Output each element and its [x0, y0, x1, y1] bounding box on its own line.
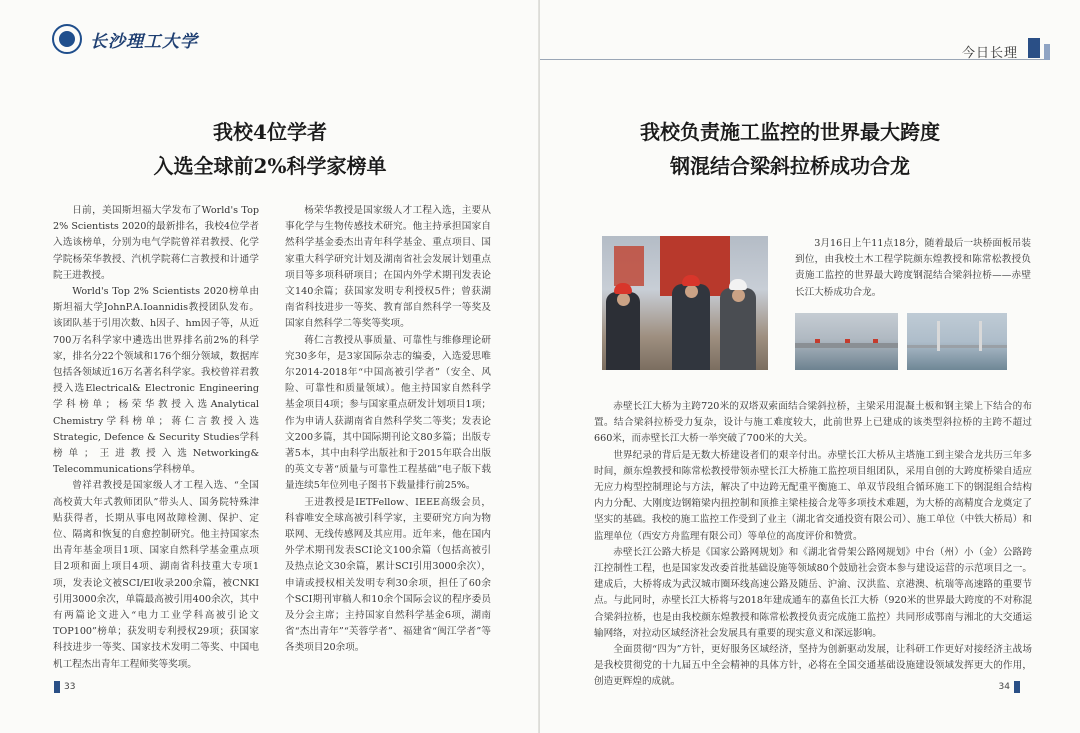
right-page	[540, 0, 1080, 733]
article-lead	[795, 236, 1031, 301]
section-mark-icon	[1028, 38, 1040, 58]
face	[732, 289, 745, 302]
paragraph: World's Top 2% Scientists 2020榜单由斯坦福大学JohnP.A.Ioannidis教授团队发布。该团队基于引用次数、h因子、hm因子等，从近700万名科学家中遴选出世界排名前2%的科学家，排名分22个领域和176个细分领域，数据库包括各领域近16万名著名科学家。我校曾祥君教授入选Electrical& Electronic Engineering学科榜单；杨荣华教授入选Analytical Chemistry学科榜单；蒋仁言教授入选Strategic, Defence & Security Studies学科榜单；王进教授入选Networking& Telecommunications学科榜单。	[53, 286, 259, 476]
folio-mark-icon	[1014, 681, 1020, 693]
hard-hat-icon	[682, 275, 700, 286]
left-title-line1: 我校4位学者	[213, 120, 327, 144]
bridge-deck	[795, 343, 898, 348]
university-seal-icon	[52, 24, 82, 54]
section-mark-accent-icon	[1044, 44, 1050, 60]
lead-paragraph: 3月16日上午11点18分，随着最后一块桥面板吊装到位，由我校土木工程学院颜东煌教授和陈常松教授负责施工监控的世界最大跨度钢混结合梁斜拉桥——赤壁长江大桥成功合龙。	[795, 238, 1031, 298]
paragraph: 世界纪录的背后是无数大桥建设者们的艰辛付出。赤壁长江大桥从主塔施工到主梁合龙共历三年多时间，颜东煌教授和陈常松教授带领赤壁长江大桥施工监控项目组团队，采用自创的大跨度桥梁自适应无应力构型控制理论与方法，解决了中边跨无配重平衡施工、单双节段组合循环施工下的钢混组合结构内力分配、大刚度边钢箱梁内扭控制和顶推主梁桂接合龙等多项技术难题，为大桥的高精度合龙奠定了坚实的基础。我校的施工监控工作受到了业主（湖北省交通投资有限公司）、施工单位（中铁大桥局）和监理单位（西安方舟监理有限公司）等单位的高度评价和赞赏。	[594, 449, 1032, 542]
right-title-line2: 钢混结合梁斜拉桥成功合龙	[670, 154, 910, 178]
crane-marker	[873, 339, 878, 343]
bridge-deck-photo	[795, 313, 898, 370]
face	[685, 285, 698, 298]
folio-mark-icon	[54, 681, 60, 693]
left-title-line2: 入选全球前2%科学家榜单	[153, 154, 387, 178]
crane-marker	[845, 339, 850, 343]
paragraph: 曾祥君教授是国家级人才工程入选、“全国高校黄大年式教师团队”带头人、国务院特殊津贴获得者，长期从事电网故障检测、保护、定位、隔离和恢复的自愈控制研究。他主持国家杰出青年基金项目1项、国家自然科学基金重点项目2项和面上项目4项、湖南省科技重大专项1项，发表论文被SCI/EI收录200余篇，被CNKI引用3000余次，单篇最高被引用400余次，其中有两篇论文进入“电力工业学科高被引论文TOP100”榜单；获发明专利授权29项；获国家科技进步一等奖、国家技术发明二等奖、中国电机工程杰出青年工程师奖等奖项。	[53, 480, 259, 670]
paragraph: 王进教授是IETFellow、IEEE高级会员，科睿唯安全球高被引科学家，主要研究方向为物联网、无线传感网及其应用。近年来，他在国内外学术期刊发表SCI论文100余篇（包括高被引及热点论文30余篇，累计SCI引用3000余次），申请或授权相关发明专利30余项，担任了60余个SCI期刊审稿人和10余个国际会议的程序委员及分会主席；主持国家自然科学基金6项，湖南省“杰出青年”“芙蓉学者”、福建省“闽江学者”等各类项目20余项。	[285, 496, 491, 654]
right-article-title	[560, 115, 1020, 183]
bridge-deck	[907, 345, 1007, 348]
crane-marker	[815, 339, 820, 343]
left-column-1	[53, 203, 259, 673]
page-number-text: 34	[998, 682, 1010, 692]
page-number-left	[54, 681, 75, 693]
right-title-line1: 我校负责施工监控的世界最大跨度	[640, 120, 940, 144]
paragraph: 杨荣华教授是国家级人才工程入选，主要从事化学与生物传感技术研究。他主持承担国家自然科学基金委杰出青年科学基金、重点项目、国家重大科学研究计划及湖南省社会发展计划重点项目等多项科研项目；在国内外学术期刊发表论文140余篇；获国家发明专利授权5件；曾获湖南省科技进步一等奖、教育部自然科学一等奖及国家自然科学二等奖等奖项。	[285, 205, 491, 330]
section-tag: 今日长理	[961, 46, 1018, 61]
university-logo	[52, 24, 198, 54]
hard-hat-icon	[614, 283, 632, 294]
hard-hat-icon	[729, 279, 747, 290]
bridge-tower	[937, 321, 940, 351]
paragraph: 赤壁长江公路大桥是《国家公路网规划》和《湖北省骨架公路网规划》中台（州）小（金）公路跨江控制性工程，也是国家发改委首批基础设施等领域80个鼓励社会资本参与建设运营的示范项目之一。建成后，大桥将成为武汉城市圈环线高速公路及随岳、沪渝、汉洪监、京港澳、杭瑞等高速路的重要节点。与此同时，赤壁长江大桥将与2018年建成通车的嘉鱼长江大桥（920米的世界最大跨度的不对称混合梁斜拉桥，也是由我校颜东煌教授和陈常松教授负责完成施工监控）共同形成鄂南与湘北的大交通运输网络，对拉动区域经济社会发展具有重要的现实意义和深远影响。	[594, 546, 1032, 639]
bridge-aerial-photo	[907, 313, 1007, 370]
left-column-2	[285, 203, 491, 657]
paragraph: 日前，美国斯坦福大学发布了World's Top 2% Scientists 2020的最新排名，我校4位学者入选该榜单，分别为电气学院曾祥君教授、化学学院杨荣华教授、汽机学院蒋仁言教授和计通学院王进教授。	[53, 205, 259, 281]
right-body-text	[594, 399, 1032, 691]
paragraph: 赤壁长江大桥为主跨720米的双塔双索面结合梁斜拉桥，主梁采用混凝土板和钢主梁上下结合的布置。结合梁斜拉桥受力复杂，设计与施工难度较大，此前世界上已建成的该类型斜拉桥的主跨不超过660米，而赤壁长江大桥一举突破了700米的大关。	[594, 401, 1032, 445]
bridge-tower	[979, 321, 982, 351]
paragraph: 全面贯彻“四为”方针，更好服务区域经济，坚持为创新驱动发展，让科研工作更好对接经济主战场是我校贯彻党的十九届五中全会精神的具体方针，必将在全国交通基础设施建设领域发挥更大的作用，创造更辉煌的成就。	[594, 644, 1032, 688]
logo-text: 长沙理工大学	[90, 31, 198, 52]
left-article-title	[70, 115, 470, 183]
page-number-right	[999, 681, 1020, 693]
face	[617, 293, 630, 306]
site-visit-photo	[602, 236, 768, 370]
page-number-text: 33	[64, 682, 76, 692]
crane-structure	[614, 246, 644, 286]
paragraph: 蒋仁言教授从事质量、可靠性与维修理论研究30多年，是3家国际杂志的编委，入选爱思唯尔2014-2018年“中国高被引学者”（安全、风险、可靠性和质量领域）。他主持国家自然科学基金项目4项；参与国家重点研发计划项目1项；作为申请人获湖南省自然科学奖二等奖；发表论文200多篇，其中国际期刊论文80多篇；出版专著5本，其中由科学出版社和于2015年联合出版的英文专著“质量与可靠性工程基础”电子版下载量连续5年位列电子图书下载量排行前25%。	[285, 334, 491, 492]
